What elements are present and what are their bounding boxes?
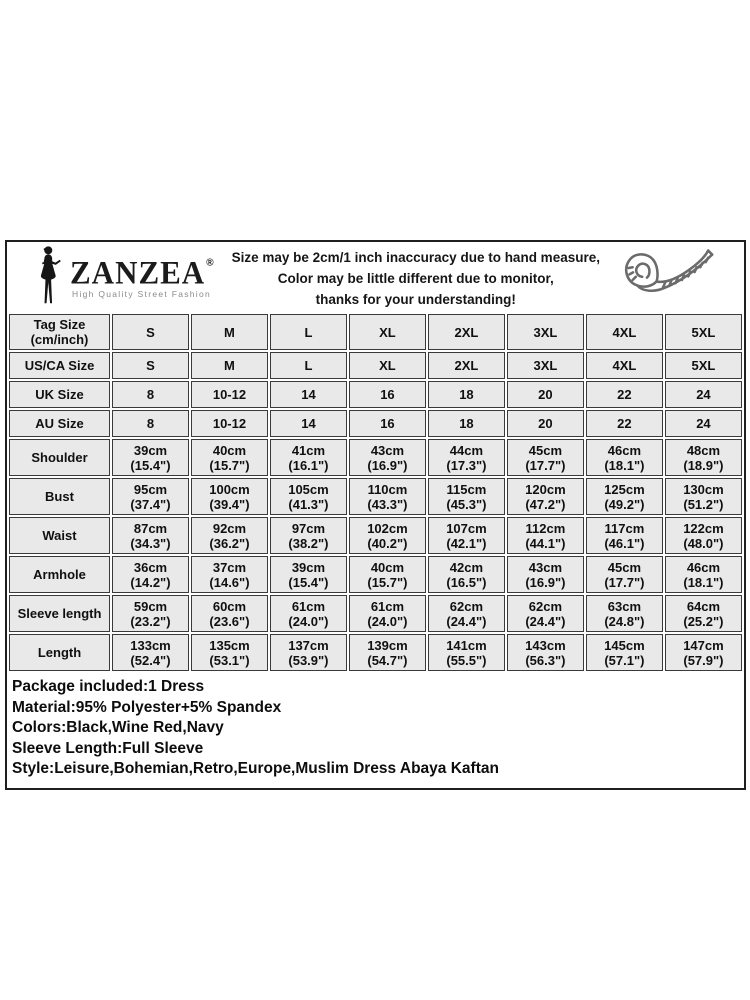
size-cell-bust-XL: 110cm (43.3") — [349, 478, 426, 515]
size-cell-length-XL: 139cm (54.7") — [349, 634, 426, 671]
size-cell-us-ca-size-5XL: 5XL — [665, 352, 742, 379]
size-cell-armhole-XL: 40cm (15.7") — [349, 556, 426, 593]
size-cell-us-ca-size-XL: XL — [349, 352, 426, 379]
table-row-bust — [9, 478, 742, 515]
size-cell-shoulder-M: 40cm (15.7") — [191, 439, 268, 476]
measuring-tape-icon — [618, 245, 722, 312]
size-cell-armhole-L: 39cm (15.4") — [270, 556, 347, 593]
size-cell-bust-S: 95cm (37.4") — [112, 478, 189, 515]
table-row-waist — [9, 517, 742, 554]
table-row-au-size — [9, 410, 742, 437]
size-cell-uk-size-3XL: 20 — [507, 381, 584, 408]
size-cell-au-size-4XL: 22 — [586, 410, 663, 437]
size-cell-armhole-S: 36cm (14.2") — [112, 556, 189, 593]
table-row-us-ca-size — [9, 352, 742, 379]
size-cell-tag-size-2XL: 2XL — [428, 314, 505, 350]
size-cell-waist-4XL: 117cm (46.1") — [586, 517, 663, 554]
size-cell-us-ca-size-M: M — [191, 352, 268, 379]
product-detail-line: Package included:1 Dress — [12, 678, 205, 695]
notice-line: thanks for your understanding! — [315, 291, 516, 307]
row-label-uk-size: UK Size — [9, 381, 110, 408]
size-cell-bust-2XL: 115cm (45.3") — [428, 478, 505, 515]
row-label-length: Length — [9, 634, 110, 671]
size-cell-uk-size-4XL: 22 — [586, 381, 663, 408]
row-label-au-size: AU Size — [9, 410, 110, 437]
size-cell-bust-5XL: 130cm (51.2") — [665, 478, 742, 515]
registered-trademark: ® — [206, 256, 215, 269]
size-cell-length-S: 133cm (52.4") — [112, 634, 189, 671]
size-cell-length-M: 135cm (53.1") — [191, 634, 268, 671]
size-cell-length-3XL: 143cm (56.3") — [507, 634, 584, 671]
size-cell-uk-size-M: 10-12 — [191, 381, 268, 408]
size-cell-au-size-XL: 16 — [349, 410, 426, 437]
size-cell-us-ca-size-2XL: 2XL — [428, 352, 505, 379]
size-cell-bust-L: 105cm (41.3") — [270, 478, 347, 515]
size-cell-tag-size-M: M — [191, 314, 268, 350]
size-cell-shoulder-L: 41cm (16.1") — [270, 439, 347, 476]
size-cell-au-size-3XL: 20 — [507, 410, 584, 437]
woman-silhouette-icon — [35, 245, 66, 312]
table-row-armhole — [9, 556, 742, 593]
size-cell-sleeve-length-4XL: 63cm (24.8") — [586, 595, 663, 632]
product-detail-line: Sleeve Length:Full Sleeve — [12, 739, 204, 757]
size-cell-au-size-2XL: 18 — [428, 410, 505, 437]
size-cell-tag-size-4XL: 4XL — [586, 314, 663, 350]
size-cell-armhole-2XL: 42cm (16.5") — [428, 556, 505, 593]
size-cell-length-4XL: 145cm (57.1") — [586, 634, 663, 671]
size-cell-tag-size-5XL: 5XL — [665, 314, 742, 350]
size-cell-tag-size-S: S — [112, 314, 189, 350]
size-cell-au-size-M: 10-12 — [191, 410, 268, 437]
size-chart-table — [7, 242, 744, 788]
table-row-uk-size — [9, 381, 742, 408]
size-cell-au-size-5XL: 24 — [665, 410, 742, 437]
size-cell-shoulder-5XL: 48cm (18.9") — [665, 439, 742, 476]
size-cell-us-ca-size-S: S — [112, 352, 189, 379]
size-cell-waist-L: 97cm (38.2") — [270, 517, 347, 554]
row-label-us-ca-size: US/CA Size — [9, 352, 110, 379]
size-cell-tag-size-3XL: 3XL — [507, 314, 584, 350]
row-label-shoulder: Shoulder — [9, 439, 110, 476]
header-cell — [9, 244, 742, 312]
size-cell-tag-size-XL: XL — [349, 314, 426, 350]
size-cell-waist-2XL: 107cm (42.1") — [428, 517, 505, 554]
brand-name: ZANZEA® — [70, 253, 215, 291]
size-cell-us-ca-size-3XL: 3XL — [507, 352, 584, 379]
size-cell-bust-M: 100cm (39.4") — [191, 478, 268, 515]
details-row — [9, 673, 742, 786]
product-details — [9, 673, 742, 786]
size-cell-shoulder-4XL: 46cm (18.1") — [586, 439, 663, 476]
size-cell-sleeve-length-XL: 61cm (24.0") — [349, 595, 426, 632]
table-row-length — [9, 634, 742, 671]
size-cell-uk-size-S: 8 — [112, 381, 189, 408]
brand-tagline: High Quality Street Fashion — [72, 288, 212, 299]
size-cell-length-2XL: 141cm (55.5") — [428, 634, 505, 671]
size-cell-waist-5XL: 122cm (48.0") — [665, 517, 742, 554]
product-detail-line: Colors:Black,Wine Red,Navy — [12, 719, 224, 736]
size-cell-us-ca-size-L: L — [270, 352, 347, 379]
size-table-body — [9, 244, 742, 786]
notice-line: Color may be little different due to monitor, — [277, 270, 554, 286]
size-cell-uk-size-5XL: 24 — [665, 381, 742, 408]
size-cell-uk-size-L: 14 — [270, 381, 347, 408]
row-label-armhole: Armhole — [9, 556, 110, 593]
table-row-sleeve-length — [9, 595, 742, 632]
size-cell-armhole-4XL: 45cm (17.7") — [586, 556, 663, 593]
size-cell-armhole-3XL: 43cm (16.9") — [507, 556, 584, 593]
size-cell-shoulder-XL: 43cm (16.9") — [349, 439, 426, 476]
size-cell-sleeve-length-5XL: 64cm (25.2") — [665, 595, 742, 632]
row-label-waist: Waist — [9, 517, 110, 554]
row-label-bust: Bust — [9, 478, 110, 515]
product-detail-line: Material:95% Polyester+5% Spandex — [12, 698, 282, 716]
size-cell-waist-M: 92cm (36.2") — [191, 517, 268, 554]
size-cell-waist-S: 87cm (34.3") — [112, 517, 189, 554]
size-cell-sleeve-length-L: 61cm (24.0") — [270, 595, 347, 632]
size-cell-bust-4XL: 125cm (49.2") — [586, 478, 663, 515]
size-cell-waist-3XL: 112cm (44.1") — [507, 517, 584, 554]
size-cell-armhole-M: 37cm (14.6") — [191, 556, 268, 593]
brand-logo — [35, 245, 214, 312]
brand-text-block — [70, 253, 215, 299]
size-cell-shoulder-S: 39cm (15.4") — [112, 439, 189, 476]
size-cell-shoulder-3XL: 45cm (17.7") — [507, 439, 584, 476]
row-label-sleeve-length: Sleeve length — [9, 595, 110, 632]
size-cell-uk-size-2XL: 18 — [428, 381, 505, 408]
size-cell-us-ca-size-4XL: 4XL — [586, 352, 663, 379]
size-cell-waist-XL: 102cm (40.2") — [349, 517, 426, 554]
table-row-tag-size — [9, 314, 742, 350]
table-row-shoulder — [9, 439, 742, 476]
table-header-row — [9, 244, 742, 312]
size-cell-sleeve-length-M: 60cm (23.6") — [191, 595, 268, 632]
size-cell-au-size-L: 14 — [270, 410, 347, 437]
size-notice — [214, 247, 618, 310]
size-cell-sleeve-length-S: 59cm (23.2") — [112, 595, 189, 632]
size-cell-sleeve-length-2XL: 62cm (24.4") — [428, 595, 505, 632]
size-cell-length-5XL: 147cm (57.9") — [665, 634, 742, 671]
product-detail-line: Style:Leisure,Bohemian,Retro,Europe,Muslim Dress Abaya Kaftan — [12, 760, 499, 777]
size-cell-sleeve-length-3XL: 62cm (24.4") — [507, 595, 584, 632]
size-cell-uk-size-XL: 16 — [349, 381, 426, 408]
row-label-tag-size: Tag Size (cm/inch) — [9, 314, 110, 350]
size-cell-au-size-S: 8 — [112, 410, 189, 437]
size-cell-bust-3XL: 120cm (47.2") — [507, 478, 584, 515]
size-cell-tag-size-L: L — [270, 314, 347, 350]
notice-line: Size may be 2cm/1 inch inaccuracy due to hand measure, — [231, 249, 600, 265]
size-cell-armhole-5XL: 46cm (18.1") — [665, 556, 742, 593]
size-chart-frame — [5, 240, 746, 790]
size-cell-length-L: 137cm (53.9") — [270, 634, 347, 671]
size-cell-shoulder-2XL: 44cm (17.3") — [428, 439, 505, 476]
